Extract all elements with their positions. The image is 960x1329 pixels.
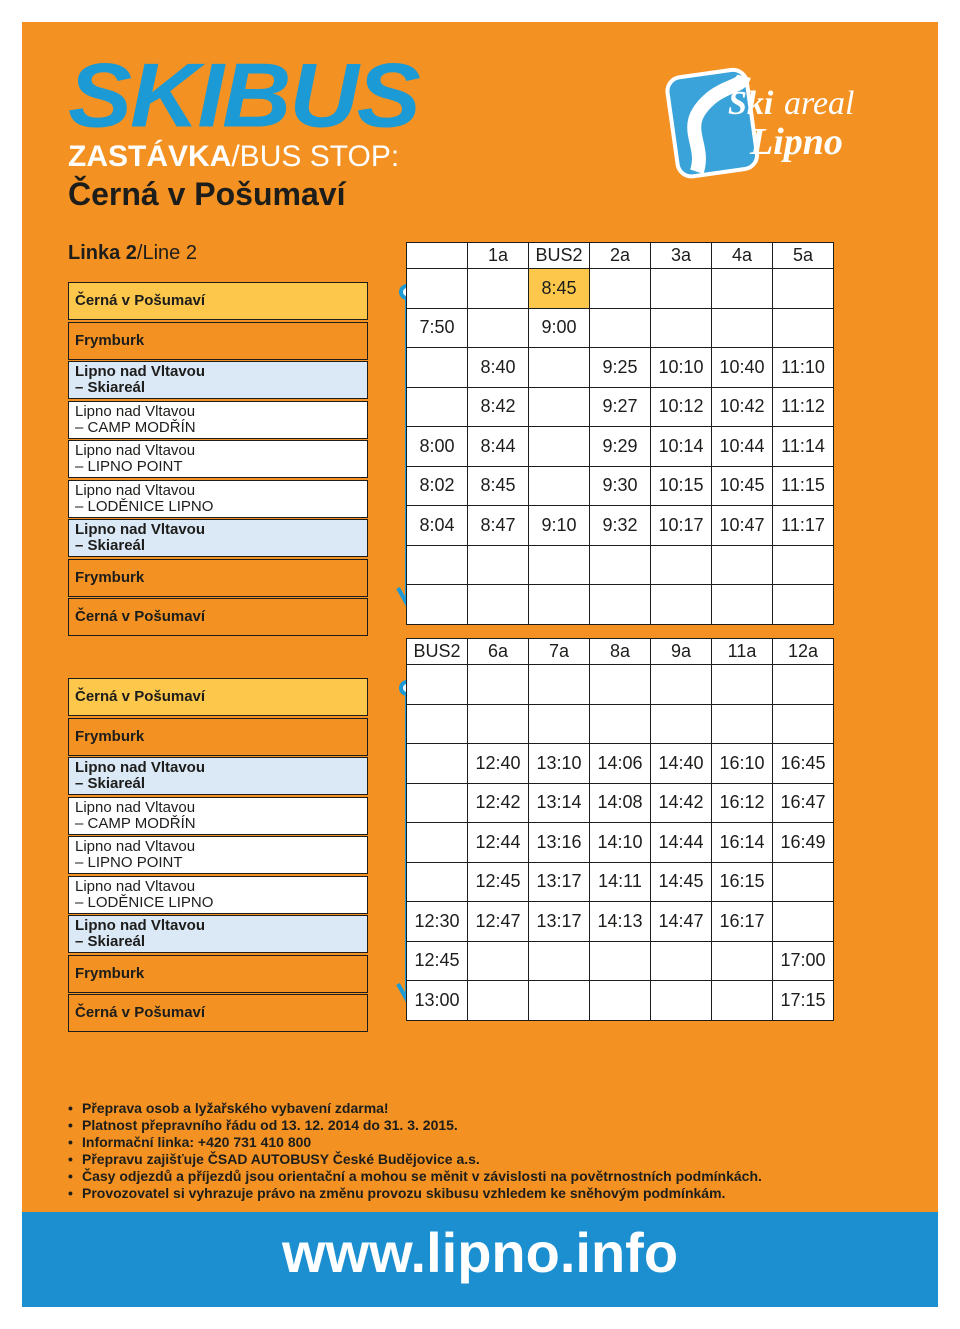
time-cell (651, 545, 712, 585)
time-cell: 8:42 (468, 387, 529, 427)
skibus-title: SKIBUS (68, 44, 419, 147)
time-cell (712, 545, 773, 585)
time-cell: 9:10 (529, 506, 590, 546)
time-cell: 16:47 (773, 783, 834, 823)
column-header: 8a (590, 639, 651, 665)
time-cell: 16:15 (712, 862, 773, 902)
time-cell: 10:44 (712, 427, 773, 467)
stop-label (68, 140, 399, 174)
timetable-row (407, 823, 834, 863)
header-row (407, 243, 834, 269)
time-cell: 13:17 (529, 902, 590, 942)
stop-name-line: Černá v Pošumaví (75, 688, 206, 705)
time-cell (712, 665, 773, 705)
timetable-row (407, 941, 834, 981)
time-cell: 11:10 (773, 348, 834, 388)
time-cell (773, 665, 834, 705)
time-cell: 12:45 (407, 941, 468, 981)
time-cell (407, 783, 468, 823)
stop-name-line: Lipno nad Vltavou (75, 402, 196, 420)
time-cell (712, 269, 773, 309)
time-cell (468, 545, 529, 585)
time-cell: 12:44 (468, 823, 529, 863)
stop-row (68, 401, 368, 439)
skiareal-lipno-logo (646, 52, 876, 192)
stop-name-line: Lipno nad Vltavou (75, 363, 205, 380)
time-cell: 16:49 (773, 823, 834, 863)
stop-name-line: – Skiareál (75, 933, 146, 950)
time-cell (407, 269, 468, 309)
column-header: 4a (712, 243, 773, 269)
time-cell: 14:45 (651, 862, 712, 902)
logo-ski-text: Ski (728, 85, 774, 122)
timetable-row (407, 269, 834, 309)
time-cell: 8:45 (468, 466, 529, 506)
time-cell (468, 981, 529, 1021)
time-cell: 13:17 (529, 862, 590, 902)
column-header: 3a (651, 243, 712, 269)
stop-row (68, 322, 368, 360)
note-item: • Přeprava osob a lyžařského vybavení zdarma! (68, 1100, 762, 1117)
timetable-row (407, 308, 834, 348)
time-cell (529, 387, 590, 427)
time-cell (407, 862, 468, 902)
stop-name-line: Lipno nad Vltavou (75, 798, 196, 816)
time-cell (468, 585, 529, 625)
time-cell (651, 585, 712, 625)
timetable-row (407, 348, 834, 388)
stop-row (68, 480, 368, 518)
time-cell: 10:12 (651, 387, 712, 427)
note-item: • Přepravu zajišťuje ČSAD AUTOBUSY České Budějovice a.s. (68, 1151, 762, 1168)
time-cell (590, 941, 651, 981)
stop-name-line: Lipno nad Vltavou (75, 917, 205, 934)
time-cell (773, 862, 834, 902)
time-cell (407, 387, 468, 427)
time-cell: 13:10 (529, 744, 590, 784)
time-cell (651, 704, 712, 744)
stop-name-line: Lipno nad Vltavou (75, 759, 205, 776)
time-cell: 11:17 (773, 506, 834, 546)
column-header: BUS2 (529, 243, 590, 269)
time-cell: 10:42 (712, 387, 773, 427)
time-cell (651, 981, 712, 1021)
logo-lipno-text: Lipno (750, 121, 843, 163)
column-header (407, 243, 468, 269)
line-label-bold: Linka 2 (68, 242, 137, 264)
time-cell (468, 704, 529, 744)
time-cell (529, 704, 590, 744)
time-cell (651, 308, 712, 348)
time-cell (407, 585, 468, 625)
time-cell (651, 665, 712, 705)
time-cell: 8:00 (407, 427, 468, 467)
time-cell: 14:40 (651, 744, 712, 784)
time-cell: 14:47 (651, 902, 712, 942)
time-cell: 13:00 (407, 981, 468, 1021)
time-cell: 12:42 (468, 783, 529, 823)
time-cell: 14:10 (590, 823, 651, 863)
line-label (68, 242, 197, 265)
time-cell (529, 941, 590, 981)
time-cell: 12:45 (468, 862, 529, 902)
time-cell (590, 545, 651, 585)
stop-row (68, 797, 368, 835)
timetable-row (407, 902, 834, 942)
stop-name-line: Lipno nad Vltavou (75, 481, 196, 499)
time-cell (529, 981, 590, 1021)
time-cell: 8:02 (407, 466, 468, 506)
timetable-row (407, 862, 834, 902)
time-cell: 14:06 (590, 744, 651, 784)
timetable-row (407, 427, 834, 467)
time-cell: 16:17 (712, 902, 773, 942)
stop-name: Černá v Pošumaví (68, 176, 346, 212)
time-cell (407, 744, 468, 784)
time-cell (773, 902, 834, 942)
stop-name-line: – CAMP MODŘÍN (75, 814, 196, 832)
time-cell: 8:44 (468, 427, 529, 467)
time-cell (407, 823, 468, 863)
time-cell: 10:15 (651, 466, 712, 506)
column-header: 9a (651, 639, 712, 665)
stop-name-line: Frymburk (75, 331, 145, 349)
time-cell: 10:47 (712, 506, 773, 546)
time-cell: 10:17 (651, 506, 712, 546)
time-cell: 8:04 (407, 506, 468, 546)
stop-label-rest: /BUS STOP: (231, 140, 400, 173)
stop-row (68, 757, 368, 795)
stop-row (68, 559, 368, 597)
time-cell (590, 308, 651, 348)
time-cell (529, 466, 590, 506)
stop-name-line: – LIPNO POINT (75, 854, 183, 871)
notes-list (68, 1100, 762, 1202)
timetable-row (407, 545, 834, 585)
time-cell (590, 704, 651, 744)
time-cell (407, 704, 468, 744)
timetable-row (407, 466, 834, 506)
time-cell: 9:32 (590, 506, 651, 546)
stop-row (68, 678, 368, 716)
stop-name-line: Černá v Pošumaví (75, 292, 206, 309)
time-cell (590, 269, 651, 309)
time-cell: 10:40 (712, 348, 773, 388)
time-cell (407, 665, 468, 705)
time-cell: 17:15 (773, 981, 834, 1021)
note-item: • Časy odjezdů a příjezdů jsou orientační a mohou se měnit v závislosti na povětrnostních podmínkách. (68, 1168, 762, 1185)
stop-row (68, 718, 368, 756)
time-cell (590, 981, 651, 1021)
logo-areal-text: areal (784, 85, 855, 122)
stop-row (68, 836, 368, 874)
column-header: 5a (773, 243, 834, 269)
stop-name-line: Černá v Pošumaví (75, 1004, 206, 1021)
stop-row (68, 876, 368, 914)
stop-row (68, 519, 368, 557)
time-cell (712, 704, 773, 744)
time-cell: 17:00 (773, 941, 834, 981)
time-cell (712, 585, 773, 625)
time-cell: 16:45 (773, 744, 834, 784)
stop-name-line: Frymburk (75, 568, 145, 586)
time-cell: 9:27 (590, 387, 651, 427)
time-cell: 8:40 (468, 348, 529, 388)
stop-name-line: Frymburk (75, 727, 145, 745)
time-cell (407, 545, 468, 585)
footer-bar (22, 1212, 938, 1307)
stop-name-line: – Skiareál (75, 379, 146, 396)
note-item: • Platnost přepravního řádu od 13. 12. 2014 do 31. 3. 2015. (68, 1117, 762, 1134)
time-cell (529, 665, 590, 705)
column-header: 2a (590, 243, 651, 269)
time-cell: 14:13 (590, 902, 651, 942)
time-cell: 7:50 (407, 308, 468, 348)
timetable-row (407, 665, 834, 705)
column-header: 12a (773, 639, 834, 665)
time-cell (712, 941, 773, 981)
time-cell (468, 941, 529, 981)
column-header: 6a (468, 639, 529, 665)
time-cell (773, 545, 834, 585)
note-item: • Informační linka: +420 731 410 800 (68, 1134, 762, 1151)
timetable-row (407, 585, 834, 625)
time-cell: 9:25 (590, 348, 651, 388)
timetable-row (407, 744, 834, 784)
stop-row (68, 994, 368, 1032)
time-cell (468, 308, 529, 348)
stop-name-line: Lipno nad Vltavou (75, 838, 196, 855)
time-cell: 14:44 (651, 823, 712, 863)
stop-name-line: – Skiareál (75, 775, 146, 792)
time-cell (590, 585, 651, 625)
stop-name-line: Černá v Pošumaví (75, 608, 206, 625)
stop-row (68, 282, 368, 320)
time-cell (468, 665, 529, 705)
time-cell (529, 348, 590, 388)
time-cell (651, 269, 712, 309)
time-cell (773, 704, 834, 744)
stop-name-line: – LODĚNICE LIPNO (75, 497, 214, 515)
time-cell (712, 981, 773, 1021)
time-cell (529, 545, 590, 585)
time-cell (773, 585, 834, 625)
timetable-2 (406, 638, 834, 1021)
stop-name-line: Frymburk (75, 964, 145, 982)
time-cell: 13:16 (529, 823, 590, 863)
timetable-row (407, 704, 834, 744)
stop-name-line: Lipno nad Vltavou (75, 877, 196, 895)
timetable-row (407, 506, 834, 546)
time-cell: 11:12 (773, 387, 834, 427)
stop-row (68, 955, 368, 993)
stop-name-line: – LODĚNICE LIPNO (75, 893, 214, 911)
stop-name-line: Lipno nad Vltavou (75, 521, 205, 538)
time-cell (773, 269, 834, 309)
time-cell (407, 348, 468, 388)
time-cell: 16:12 (712, 783, 773, 823)
time-cell (773, 308, 834, 348)
time-cell: 12:30 (407, 902, 468, 942)
column-header: 11a (712, 639, 773, 665)
stop-row (68, 361, 368, 399)
stop-row (68, 598, 368, 636)
website-link[interactable]: www.lipno.info (281, 1221, 679, 1284)
stop-label-bold: ZASTÁVKA (68, 140, 232, 173)
time-cell: 9:29 (590, 427, 651, 467)
time-cell: 9:30 (590, 466, 651, 506)
time-cell (712, 308, 773, 348)
stop-name-line: Lipno nad Vltavou (75, 442, 196, 459)
time-cell: 9:00 (529, 308, 590, 348)
time-cell (529, 585, 590, 625)
timetable-row (407, 387, 834, 427)
time-cell: 11:15 (773, 466, 834, 506)
time-cell: 8:47 (468, 506, 529, 546)
time-cell: 16:14 (712, 823, 773, 863)
time-cell (468, 269, 529, 309)
stop-name-line: – CAMP MODŘÍN (75, 418, 196, 436)
header-row (407, 639, 834, 665)
column-header: BUS2 (407, 639, 468, 665)
time-cell (529, 427, 590, 467)
column-header: 1a (468, 243, 529, 269)
time-cell: 11:14 (773, 427, 834, 467)
time-cell (651, 941, 712, 981)
stop-row (68, 440, 368, 478)
column-header: 7a (529, 639, 590, 665)
line-label-rest: /Line 2 (136, 242, 197, 264)
time-cell: 16:10 (712, 744, 773, 784)
time-cell: 12:47 (468, 902, 529, 942)
time-cell (590, 665, 651, 705)
time-cell: 10:10 (651, 348, 712, 388)
timetable-1 (406, 242, 834, 625)
time-cell: 14:08 (590, 783, 651, 823)
time-cell: 10:45 (712, 466, 773, 506)
stop-name-line: – LIPNO POINT (75, 458, 183, 475)
stop-name-line: – Skiareál (75, 537, 146, 554)
time-cell: 10:14 (651, 427, 712, 467)
time-cell: 8:45 (529, 269, 590, 309)
time-cell: 14:42 (651, 783, 712, 823)
timetable-row (407, 981, 834, 1021)
note-item: • Provozovatel si vyhrazuje právo na změnu provozu skibusu vzhledem ke sněhovým podmínkám. (68, 1185, 762, 1202)
stop-row (68, 915, 368, 953)
time-cell: 13:14 (529, 783, 590, 823)
time-cell: 14:11 (590, 862, 651, 902)
timetable-row (407, 783, 834, 823)
time-cell: 12:40 (468, 744, 529, 784)
